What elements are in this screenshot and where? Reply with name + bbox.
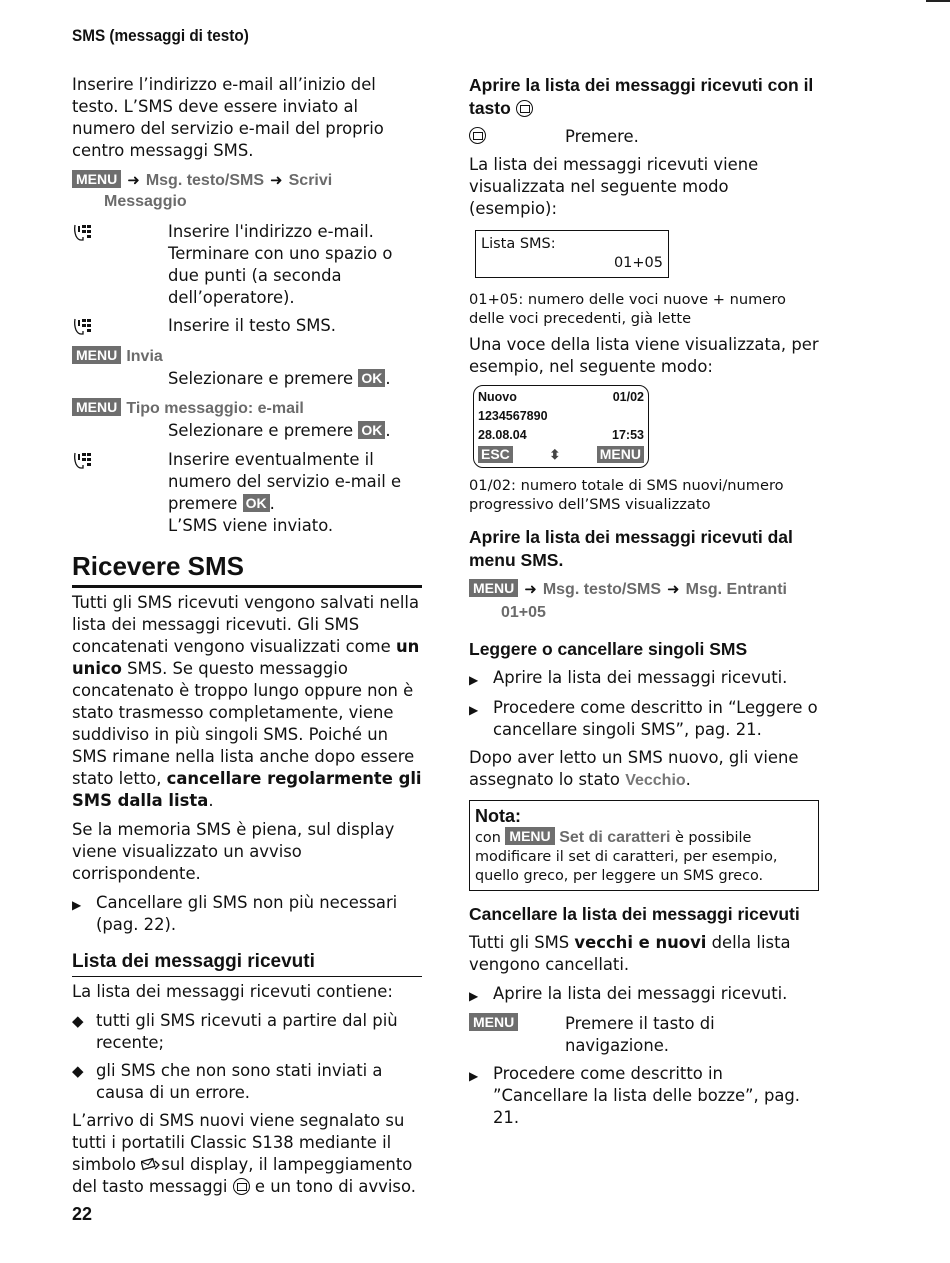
arrow-right-icon: ➜ bbox=[270, 171, 283, 189]
caption-voci: 01+05: numero delle voci nuove + numero delle voci precedenti, già lette bbox=[469, 291, 786, 327]
bullet-text: gli SMS che non sono stati inviati a causa di un errore. bbox=[96, 1061, 383, 1102]
step-keypad-number bbox=[72, 449, 422, 537]
menu-key: MENU bbox=[72, 346, 121, 364]
text-run: della lista vengono cancellati. bbox=[469, 933, 791, 974]
instruction-text: Selezionare e premere bbox=[168, 369, 354, 388]
triangle-bullet-icon: ▶ bbox=[469, 989, 479, 1003]
sms-symbol-icon bbox=[141, 1155, 161, 1174]
note-body bbox=[475, 827, 813, 886]
display-line-2: 01+05 bbox=[613, 255, 663, 271]
text-run: Tutti gli SMS bbox=[469, 933, 575, 952]
ok-key: OK bbox=[243, 494, 270, 512]
keypad-icon bbox=[72, 223, 94, 243]
menu-key: MENU bbox=[469, 1013, 518, 1031]
menu-path-item: Msg. testo/SMS bbox=[145, 172, 265, 189]
step-text-b: L’SMS viene inviato. bbox=[168, 516, 334, 535]
status-text: Nuovo bbox=[478, 390, 517, 404]
corner-mark bbox=[926, 0, 950, 2]
esc-softkey: ESC bbox=[478, 446, 513, 463]
list-item bbox=[72, 892, 422, 936]
message-key-icon bbox=[233, 1178, 250, 1195]
bold-run: vecchi e nuovi bbox=[574, 933, 707, 952]
menu-path-write bbox=[72, 169, 422, 192]
menu-key: MENU bbox=[72, 170, 121, 188]
voce-paragraph: Una voce della lista viene visualizzata, per esempio, nel seguente modo: bbox=[469, 335, 819, 376]
note-box bbox=[469, 800, 819, 891]
status-label: Vecchio bbox=[625, 772, 686, 789]
bullet-text: Procedere come descritto in ”Cancellare la lista delle bozze”, pag. 21. bbox=[493, 1064, 801, 1127]
menu-option: Invia bbox=[126, 348, 163, 365]
step-text: Premere il tasto di navigazione. bbox=[565, 1014, 715, 1055]
triangle-bullet-icon: ▶ bbox=[72, 898, 82, 912]
text-run: Tutti gli SMS ricevuti vengono salvati nella lista dei messaggi ricevuti. Gli SMS concatenati vengono visualizzati come bbox=[72, 593, 420, 656]
heading-cancellare: Cancellare la lista dei messaggi ricevuti bbox=[469, 904, 800, 924]
heading-apri-menu: Aprire la lista dei messaggi ricevuti dal menu SMS. bbox=[469, 527, 793, 570]
text-run: sul display, il lampeggiamento del tasto messaggi bbox=[72, 1155, 413, 1196]
arrow-right-icon: ➜ bbox=[524, 580, 537, 598]
message-key-icon bbox=[469, 127, 486, 144]
section-title-ricevere: Ricevere SMS bbox=[72, 549, 422, 588]
ok-key: OK bbox=[358, 369, 385, 387]
arrivo-paragraph bbox=[72, 1110, 422, 1198]
bullet-text: Aprire la lista dei messaggi ricevuti. bbox=[493, 984, 788, 1003]
time-text: 17:53 bbox=[612, 428, 644, 442]
ricevere-paragraph bbox=[72, 592, 422, 812]
arrow-right-icon: ➜ bbox=[127, 171, 140, 189]
bold-run: un unico bbox=[72, 637, 420, 678]
text-run: è possibile modificare il set di caratteri, per esempio, quello greco, per leggere un SMS greco. bbox=[475, 830, 778, 884]
menu-path-item: Messaggio bbox=[104, 193, 187, 210]
page-number: 22 bbox=[72, 1204, 93, 1224]
heading-apri-tasto bbox=[469, 74, 819, 120]
menu-path-item: 01+05 bbox=[501, 604, 546, 621]
left-column bbox=[72, 74, 422, 1205]
section-title-lista: Lista dei messaggi ricevuti bbox=[72, 950, 422, 977]
menu-path-cont bbox=[72, 190, 422, 213]
step-text: Inserire il testo SMS. bbox=[168, 316, 337, 335]
bullet-text: tutti gli SMS ricevuti a partire dal più recente; bbox=[96, 1011, 398, 1052]
right-column bbox=[469, 74, 819, 1135]
list-item bbox=[469, 983, 819, 1007]
punct: . bbox=[385, 369, 391, 388]
step-text: Inserire l'indirizzo e-mail. Terminare con uno spazio o due punti (a seconda dell’operatore). bbox=[168, 222, 393, 307]
punct: . bbox=[385, 421, 391, 440]
memoria-paragraph: Se la memoria SMS è piena, sul display viene visualizzato un avviso corrispondente. bbox=[72, 820, 395, 883]
running-header: SMS (messaggi di testo) bbox=[72, 26, 249, 45]
bullet-text: Aprire la lista dei messaggi ricevuti. bbox=[493, 668, 788, 687]
keypad-icon bbox=[72, 451, 94, 471]
text-run: con bbox=[475, 830, 501, 846]
bold-run: cancellare regolarmente gli SMS dalla lista bbox=[72, 769, 422, 810]
menu-option: Tipo messaggio: e-mail bbox=[126, 400, 304, 417]
menu-key: MENU bbox=[469, 579, 518, 597]
handset-display bbox=[473, 385, 649, 468]
index-text: 01/02 bbox=[612, 390, 644, 404]
diamond-bullet-icon: ◆ bbox=[72, 1012, 84, 1030]
list-item bbox=[469, 667, 819, 691]
bullet-text: Cancellare gli SMS non più necessari (pag. 22). bbox=[96, 893, 398, 934]
keypad-icon bbox=[72, 317, 94, 337]
menu-option: Set di caratteri bbox=[559, 829, 671, 846]
triangle-bullet-icon: ▶ bbox=[469, 1069, 479, 1083]
invia-instruction bbox=[72, 368, 422, 390]
list-item bbox=[469, 1063, 819, 1129]
diamond-bullet-icon: ◆ bbox=[72, 1062, 84, 1080]
bullet-text: Procedere come descritto in “Leggere o cancellare singoli SMS”, pag. 21. bbox=[493, 698, 818, 739]
list-item bbox=[469, 697, 819, 741]
punct: . bbox=[269, 494, 275, 513]
step-text bbox=[168, 449, 422, 537]
note-title: Nota: bbox=[475, 806, 521, 826]
menu-invia bbox=[72, 345, 422, 368]
text-run: L’arrivo di SMS nuovi viene segnalato su tutti i portatili Classic S138 mediante il simbolo bbox=[72, 1111, 405, 1174]
cancellati-paragraph bbox=[469, 932, 819, 976]
step-text-a: Inserire eventualmente il numero del servizio e-mail e premere bbox=[168, 450, 402, 513]
step-text: Premere. bbox=[565, 127, 639, 146]
text-run: . bbox=[208, 791, 214, 810]
lista-visualizzata: La lista dei messaggi ricevuti viene visualizzata nel seguente modo (esempio): bbox=[469, 155, 759, 218]
menu-softkey: MENU bbox=[597, 446, 644, 463]
number-text: 1234567890 bbox=[478, 409, 548, 423]
menu-path-entranti bbox=[469, 578, 819, 601]
text-run: . bbox=[685, 770, 691, 789]
step-keypad-email bbox=[72, 221, 422, 309]
text-run: e un tono di avviso. bbox=[254, 1177, 416, 1196]
menu-path-item: Msg. testo/SMS bbox=[542, 581, 662, 598]
lista-intro: La lista dei messaggi ricevuti contiene: bbox=[72, 982, 393, 1001]
ok-key: OK bbox=[358, 421, 385, 439]
tipo-instruction bbox=[72, 420, 422, 442]
triangle-bullet-icon: ▶ bbox=[469, 703, 479, 717]
heading-leggere: Leggere o cancellare singoli SMS bbox=[469, 639, 748, 659]
text-run: SMS. Se questo messaggio concatenato è troppo lungo oppure non è stato trasmesso completamente, viene suddiviso in più singoli SMS. Poiché un SMS rimane nella lista anche dopo essere stato letto, bbox=[72, 659, 415, 788]
date-text: 28.08.04 bbox=[478, 428, 527, 442]
intro-paragraph: Inserire l’indirizzo e-mail all’inizio del testo. L’SMS deve essere inviato al numero del servizio e-mail del proprio centro messaggi SMS. bbox=[72, 75, 384, 160]
caption-numero: 01/02: numero totale di SMS nuovi/numero progressivo dell’SMS visualizzato bbox=[469, 477, 784, 513]
vecchio-paragraph bbox=[469, 747, 819, 792]
instruction-text: Selezionare e premere bbox=[168, 421, 354, 440]
display-box-lista bbox=[475, 230, 669, 278]
text-run: Dopo aver letto un SMS nuovo, gli viene assegnato lo stato bbox=[469, 748, 799, 789]
step-premere bbox=[469, 126, 819, 148]
list-item bbox=[72, 1010, 422, 1054]
menu-tipo bbox=[72, 397, 422, 420]
menu-path-item: Msg. Entranti bbox=[685, 581, 787, 598]
heading-text: Aprire la lista dei messaggi ricevuti con il tasto bbox=[469, 75, 814, 118]
triangle-bullet-icon: ▶ bbox=[469, 673, 479, 687]
list-item bbox=[72, 1060, 422, 1104]
step-keypad-text bbox=[72, 315, 422, 339]
message-key-icon bbox=[516, 100, 533, 117]
menu-path-cont bbox=[469, 601, 819, 624]
menu-path-item: Scrivi bbox=[288, 172, 333, 189]
menu-key: MENU bbox=[72, 398, 121, 416]
step-menu-nav bbox=[469, 1013, 819, 1057]
display-line-1: Lista SMS: bbox=[481, 236, 556, 252]
arrow-right-icon: ➜ bbox=[667, 580, 680, 598]
menu-key: MENU bbox=[505, 827, 554, 845]
nav-icon: ⬍ bbox=[549, 447, 561, 462]
